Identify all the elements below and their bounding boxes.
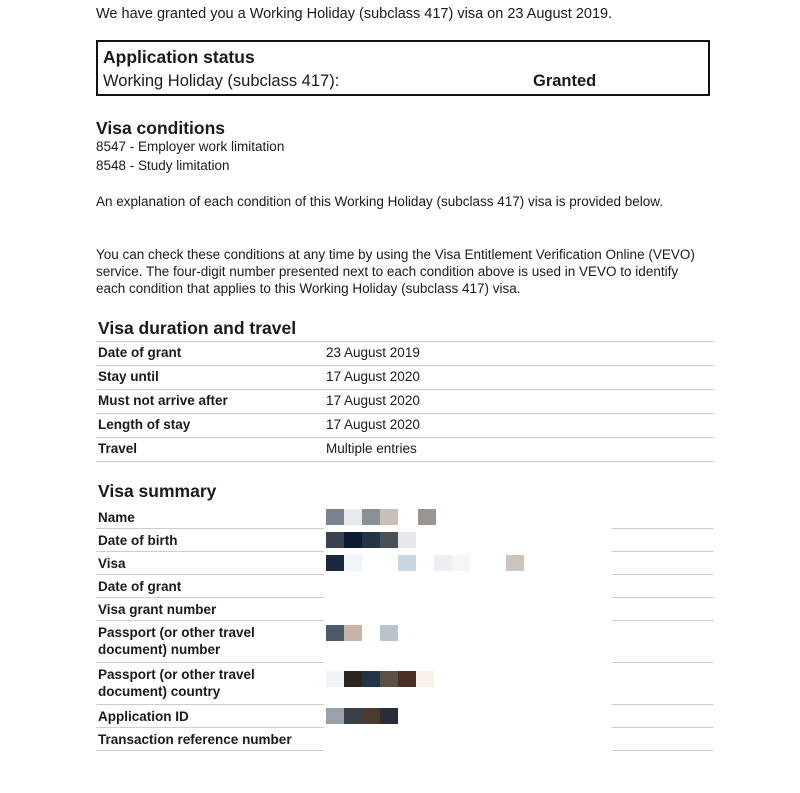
row-label: Date of birth: [98, 533, 178, 548]
row-value: 23 August 2019: [326, 345, 420, 360]
application-status-row: [103, 69, 703, 93]
row-label: Passport (or other travel document) country: [98, 667, 255, 699]
row-label: Stay until: [98, 369, 159, 384]
table-row: [96, 438, 714, 462]
row-value: Multiple entries: [326, 441, 417, 456]
row-label: Visa: [98, 556, 126, 571]
table-row: [96, 552, 714, 575]
application-status-box: [96, 40, 710, 96]
conditions-explanation: An explanation of each condition of this Working Holiday (subclass 417) visa is provided below.: [96, 194, 664, 209]
redacted-value: [326, 532, 416, 548]
status-value: Granted: [533, 72, 597, 90]
row-label: Visa grant number: [98, 602, 217, 617]
application-status-title: Application status: [103, 47, 255, 67]
table-row: [96, 414, 714, 438]
table-row: [96, 342, 714, 366]
redacted-value: [326, 625, 398, 641]
row-label: Date of grant: [98, 345, 182, 360]
condition-item: 8548 - Study limitation: [96, 158, 230, 173]
redacted-value: [326, 708, 398, 724]
table-row: [96, 705, 714, 728]
row-label: Transaction reference number: [98, 732, 292, 747]
row-value: 17 August 2020: [326, 369, 420, 384]
table-row: [96, 529, 714, 552]
intro-text: We have granted you a Working Holiday (subclass 417) visa on 23 August 2019.: [96, 6, 613, 22]
table-row: [96, 728, 714, 751]
row-label: Application ID: [98, 709, 189, 724]
visa-duration-table: [96, 341, 714, 462]
vevo-explanation: You can check these conditions at any time by using the Visa Entitlement Verification Online (VEVO) service. The four-digit number presented next to each condition above is used in VEVO to identify each condition that applies to this Working Holiday (subclass 417) visa.: [96, 247, 695, 296]
visa-summary-heading: Visa summary: [98, 481, 217, 501]
row-label: Length of stay: [98, 417, 191, 432]
visa-summary-table: [96, 506, 714, 751]
table-row: [96, 366, 714, 390]
table-row: [96, 663, 714, 705]
redacted-value: [326, 555, 524, 571]
redacted-value: [326, 671, 434, 687]
table-row: [96, 621, 714, 663]
row-label: Passport (or other travel document) number: [98, 625, 255, 657]
row-label: Must not arrive after: [98, 393, 228, 408]
row-value: 17 August 2020: [326, 393, 420, 408]
visa-type-label: Working Holiday (subclass 417):: [103, 72, 340, 90]
table-row: [96, 598, 714, 621]
visa-conditions-heading: Visa conditions: [96, 118, 226, 138]
table-row: [96, 506, 714, 529]
row-value: 17 August 2020: [326, 417, 420, 432]
redacted-value: [326, 509, 436, 525]
row-label: Name: [98, 510, 135, 525]
visa-duration-heading: Visa duration and travel: [98, 318, 297, 338]
row-label: Travel: [98, 441, 138, 456]
condition-item: 8547 - Employer work limitation: [96, 139, 285, 154]
table-row: [96, 575, 714, 598]
table-row: [96, 390, 714, 414]
row-label: Date of grant: [98, 579, 182, 594]
